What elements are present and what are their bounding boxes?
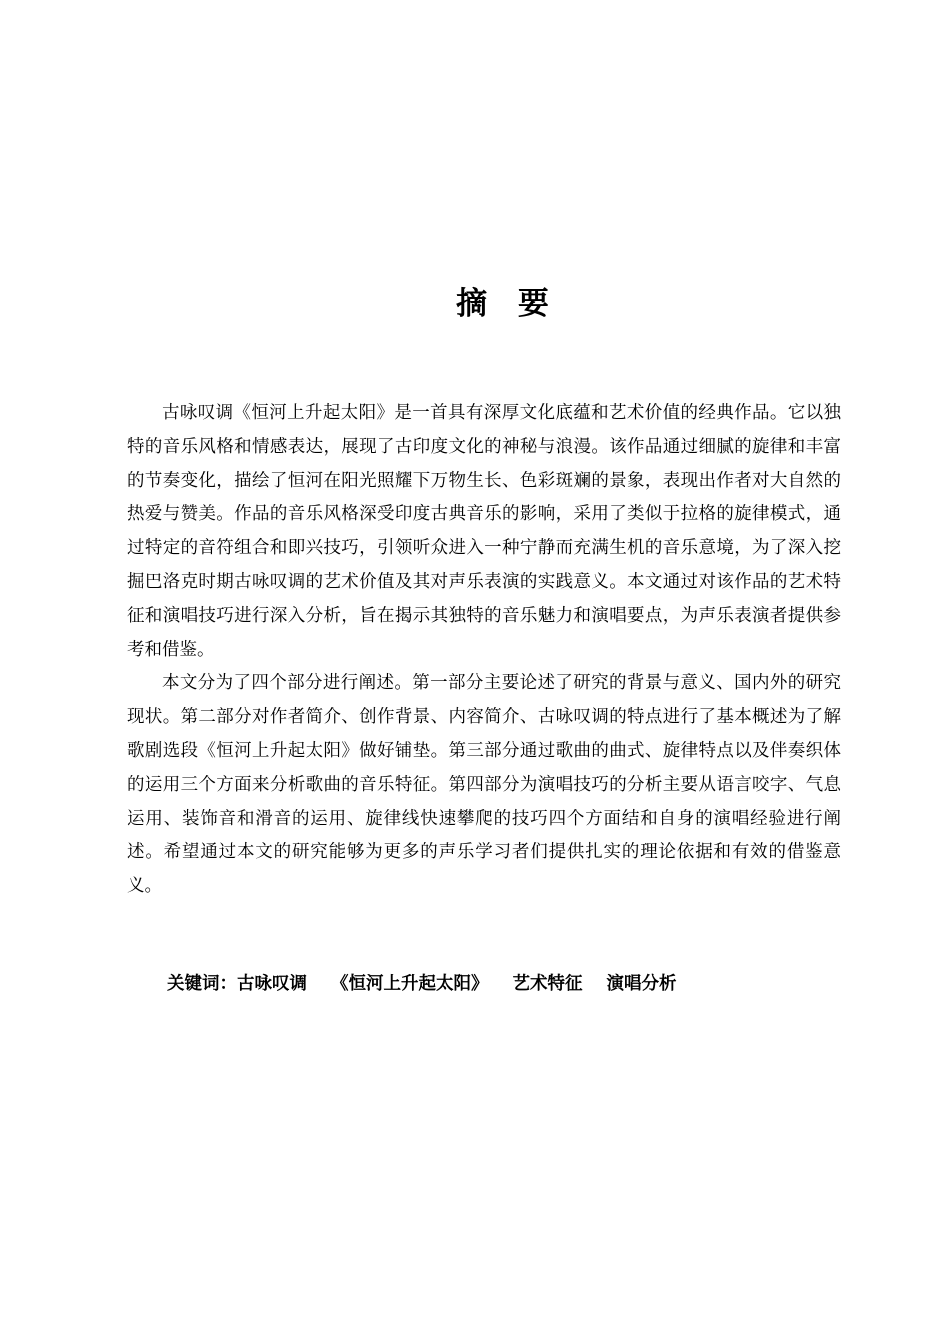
keywords-line [167, 967, 847, 1001]
abstract-title: 摘 要 [456, 286, 559, 322]
abstract-body [127, 397, 841, 904]
abstract-paragraph-1: 古咏叹调《恒河上升起太阳》是一首具有深厚文化底蕴和艺术价值的经典作品。它以独特的音乐风格和情感表达，展现了古印度文化的神秘与浪漫。该作品通过细腻的旋律和丰富的节奏变化，描绘了恒河在阳光照耀下万物生长、色彩斑斓的景象，表现出作者对大自然的热爱与赞美。作品的音乐风格深受印度古典音乐的影响，采用了类似于拉格的旋律模式，通过特定的音符组合和即兴技巧，引领听众进入一种宁静而充满生机的音乐意境，为了深入挖掘巴洛克时期古咏叹调的艺术价值及其对声乐表演的实践意义。本文通过对该作品的艺术特征和演唱技巧进行深入分析，旨在揭示其独特的音乐魅力和演唱要点，为声乐表演者提供参考和借鉴。 [127, 403, 841, 660]
keywords-label: 关键词： [167, 974, 237, 994]
keyword-term: 《恒河上升起太阳》 [331, 974, 489, 994]
keyword-term: 古咏叹调 [237, 974, 307, 994]
abstract-paragraph-2: 本文分为了四个部分进行阐述。第一部分主要论述了研究的背景与意义、国内外的研究现状。第二部分对作者简介、创作背景、内容简介、古咏叹调的特点进行了基本概述为了解歌剧选段《恒河上升起太阳》做好铺垫。第三部分通过歌曲的曲式、旋律特点以及伴奏织体的运用三个方面来分析歌曲的音乐特征。第四部分为演唱技巧的分析主要从语言咬字、气息运用、装饰音和滑音的运用、旋律线快速攀爬的技巧四个方面结和自身的演唱经验进行阐述。希望通过本文的研究能够为更多的声乐学习者们提供扎实的理论依据和有效的借鉴意义。 [127, 673, 841, 897]
keyword-term: 演唱分析 [606, 974, 677, 994]
keyword-term: 艺术特征 [512, 974, 583, 994]
